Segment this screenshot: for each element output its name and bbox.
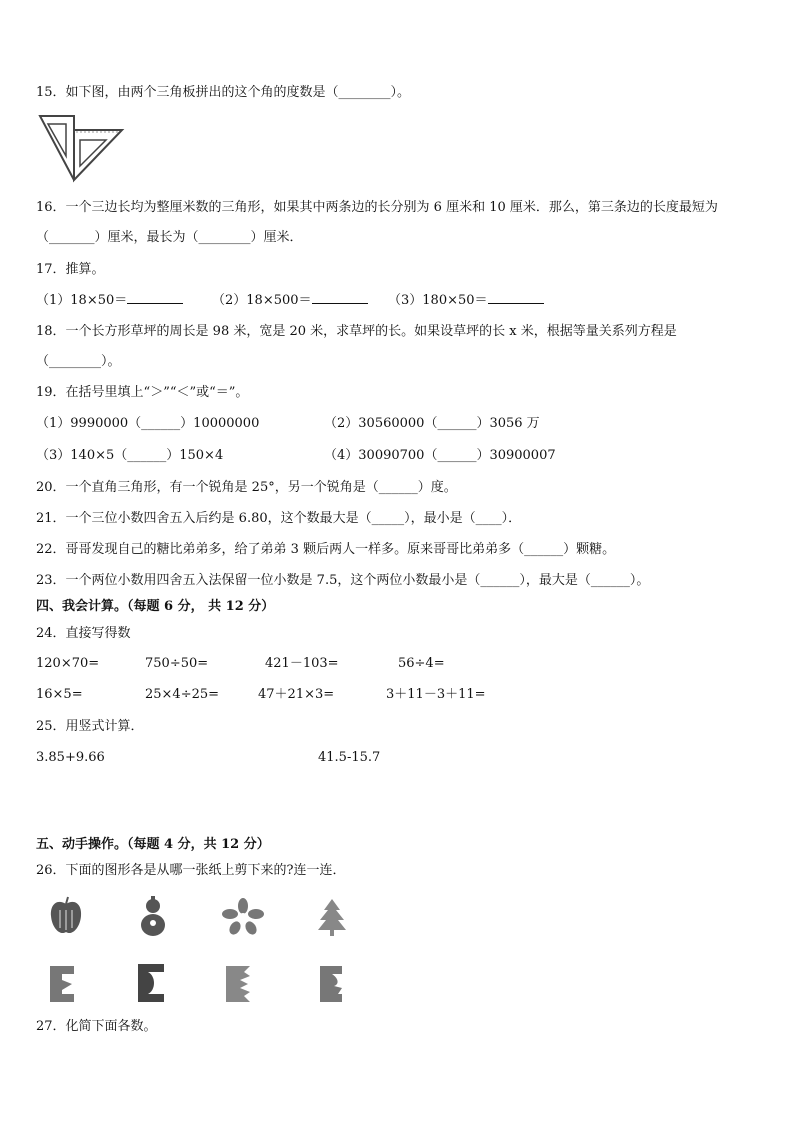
- question-18-line2: （________）。: [36, 354, 121, 369]
- q24-row1-item-3: 421－103=: [265, 656, 339, 671]
- section-4-heading: 四、我会计算。（每题 6 分， 共 12 分）: [36, 599, 275, 614]
- answer-blank: [312, 291, 368, 304]
- q24-row2-item-3: 47＋21×3=: [258, 687, 335, 702]
- paper-piece-1-icon: [48, 964, 78, 1004]
- question-17: 17．推算。: [36, 262, 105, 277]
- q17-item-2-text: （2）18×500＝: [212, 293, 312, 308]
- question-19: 19．在括号里填上“＞”“＜”或“＝”。: [36, 385, 249, 400]
- q24-row2-item-2: 25×4÷25=: [145, 687, 220, 702]
- tree-icon: [316, 898, 348, 936]
- q19-item-4: （4）30090700（______）30900007: [324, 448, 556, 463]
- q19-item-2: （2）30560000（______）3056 万: [324, 416, 540, 431]
- flower-icon: [222, 898, 264, 936]
- gourd-icon: [138, 896, 168, 938]
- q24-row1-item-1: 120×70=: [36, 656, 100, 671]
- q17-item-1-text: （1）18×50＝: [36, 293, 128, 308]
- question-25: 25．用竖式计算．: [36, 719, 144, 734]
- q17-item-3: [388, 291, 544, 310]
- q17-item-1: [36, 291, 183, 310]
- question-15: 15．如下图，由两个三角板拼出的这个角的度数是（________）。: [36, 85, 411, 100]
- q24-row2-item-1: 16×5=: [36, 687, 83, 702]
- q19-item-3: （3）140×5（______）150×4: [36, 448, 224, 463]
- question-20: 20．一个直角三角形，有一个锐角是 25°，另一个锐角是（______）度。: [36, 480, 457, 495]
- q24-row1-item-2: 750÷50=: [145, 656, 209, 671]
- paper-piece-3-icon: [224, 964, 254, 1004]
- paper-piece-2-icon: [136, 962, 166, 1004]
- answer-blank: [488, 291, 544, 304]
- q17-item-2: [212, 291, 368, 310]
- question-21: 21．一个三位小数四舍五入后约是 6.80，这个数最大是（_____），最小是（____）．: [36, 511, 522, 526]
- q25-item-2: 41.5-15.7: [318, 750, 381, 765]
- question-16-line1: 16．一个三边长均为整厘米数的三角形，如果其中两条边的长分别为 6 厘米和 10 厘米．那么，第三条边的长度最短为: [36, 200, 718, 215]
- set-square-figure: [38, 112, 128, 184]
- q24-row1-item-4: 56÷4=: [398, 656, 445, 671]
- question-23: 23．一个两位小数用四舍五入法保留一位小数是 7.5，这个两位小数最小是（______），最大是（______）。: [36, 573, 650, 588]
- question-24: 24．直接写得数: [36, 626, 131, 641]
- question-26: 26．下面的图形各是从哪一张纸上剪下来的?连一连．: [36, 863, 346, 878]
- apple-icon: [48, 896, 84, 938]
- q25-item-1: 3.85+9.66: [36, 750, 105, 765]
- question-22: 22．哥哥发现自己的糖比弟弟多，给了弟弟 3 颗后两人一样多。原来哥哥比弟弟多（______）颗糖。: [36, 542, 616, 557]
- answer-blank: [127, 291, 183, 304]
- question-16-line2: （_______）厘米，最长为（________）厘米．: [36, 230, 303, 245]
- q17-item-3-text: （3）180×50＝: [388, 293, 488, 308]
- question-27: 27．化简下面各数。: [36, 1019, 157, 1034]
- question-18-line1: 18．一个长方形草坪的周长是 98 米，宽是 20 米，求草坪的长。如果设草坪的长 x 米，根据等量关系列方程是: [36, 324, 677, 339]
- section-5-heading: 五、动手操作。（每题 4 分，共 12 分）: [36, 837, 270, 852]
- q24-row2-item-4: 3＋11－3＋11=: [386, 687, 486, 702]
- q19-item-1: （1）9990000（______）10000000: [36, 416, 260, 431]
- paper-piece-4-icon: [318, 964, 348, 1004]
